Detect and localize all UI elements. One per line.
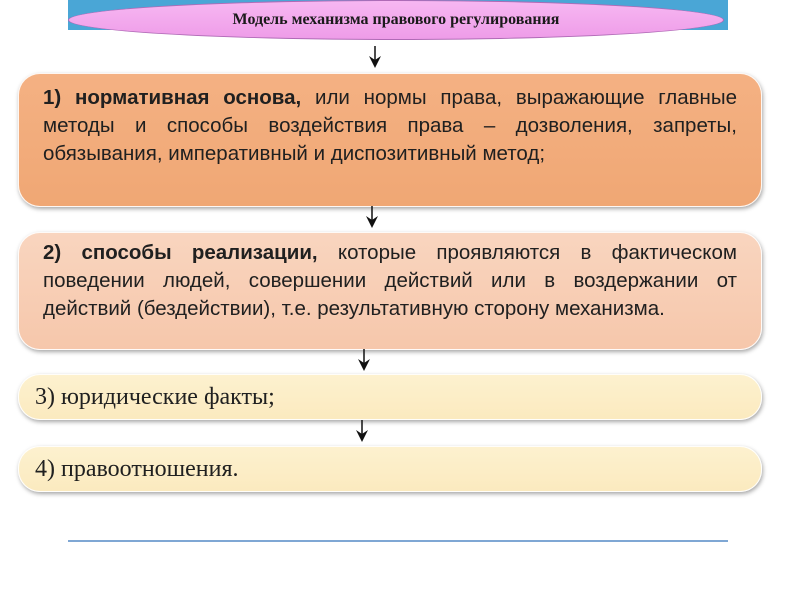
step-2-text	[43, 239, 737, 323]
step-box-2	[18, 232, 762, 350]
step-box-4	[18, 446, 762, 492]
step-1-text	[43, 84, 737, 168]
step-1-bold: 1) нормативная основа,	[43, 86, 302, 109]
bottom-divider	[68, 540, 728, 542]
step-1-rest: или нормы права, выражающие главные методы и способы воздействия права – дозволения, запреты, обязывания, императивный и диспозитивный метод;	[43, 86, 738, 165]
arrow-down-icon	[365, 206, 379, 228]
step-4-text: 4) правоотношения.	[35, 455, 239, 482]
arrow-down-icon	[357, 349, 371, 371]
step-3-text: 3) юридические факты;	[35, 383, 275, 410]
step-box-3	[18, 374, 762, 420]
step-box-1	[18, 73, 762, 207]
step-2-bold: 2) способы реализации,	[43, 241, 318, 264]
arrow-down-icon	[355, 420, 369, 442]
title-ellipse	[68, 0, 724, 40]
arrow-down-icon	[368, 46, 382, 68]
step-2-rest: которые проявляются в фактическом поведении людей, совершении действий или в воздержании от действий (бездействии), т.е. результативную сторону механизма.	[43, 241, 737, 320]
diagram-title: Модель механизма правового регулирования	[232, 11, 560, 28]
